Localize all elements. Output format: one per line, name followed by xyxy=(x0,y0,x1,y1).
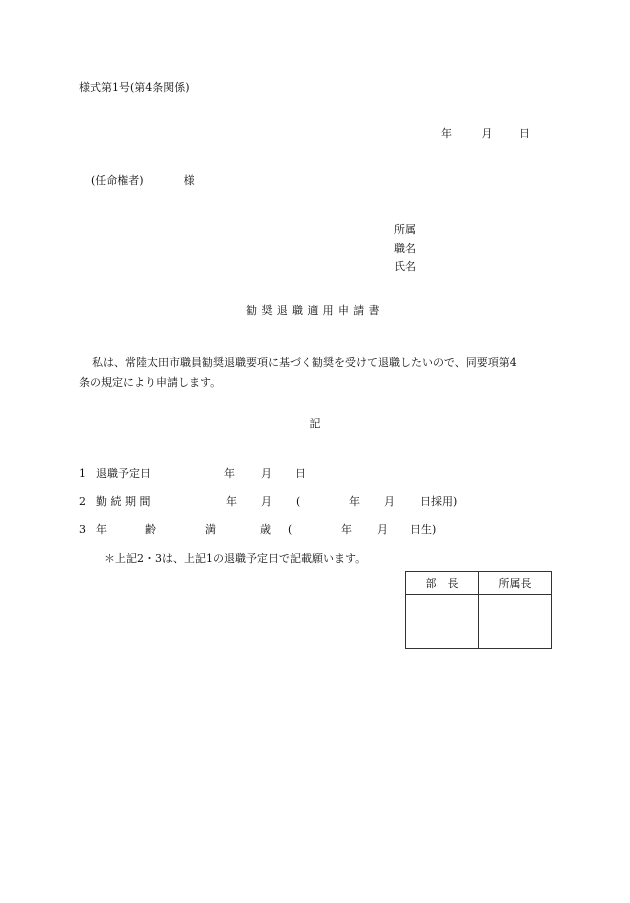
addressee xyxy=(91,175,195,186)
item-from-year: 年 xyxy=(349,495,360,508)
item-birth-day: 日生) xyxy=(410,523,437,536)
approval-col-affiliation-head: 所属長 xyxy=(479,572,552,595)
date-day: 日 xyxy=(519,127,530,140)
date-month: 月 xyxy=(481,127,493,140)
item-birth-month: 月 xyxy=(377,523,388,536)
note: ＊上記2・3は、上記1の退職予定日で記載願います。 xyxy=(104,552,367,565)
item-label: 退職予定日 xyxy=(96,467,151,480)
form-number: 様式第1号(第4条関係) xyxy=(79,81,190,94)
item-number: 1 xyxy=(79,467,86,480)
document-title: 勧奨退職適用申請書 xyxy=(246,304,384,317)
item-number: 2 xyxy=(79,495,86,508)
item-open-paren: ( xyxy=(288,523,293,536)
item-year: 年 xyxy=(224,467,235,480)
date-year: 年 xyxy=(441,127,452,140)
item-label: 勤 続 期 間 xyxy=(96,495,151,508)
approval-col-dept-head: 部 長 xyxy=(406,572,479,595)
item-sai: 歳 xyxy=(260,523,271,536)
applicant-affiliation: 所属 xyxy=(394,223,416,236)
item-man: 満 xyxy=(205,523,216,536)
body-line-2: 条の規定により申請します。 xyxy=(79,376,222,389)
item-birth-year: 年 xyxy=(341,523,352,536)
ki-heading: 記 xyxy=(309,417,321,430)
item-day: 日 xyxy=(295,467,306,480)
applicant-block xyxy=(394,221,416,277)
item-month: 月 xyxy=(261,495,272,508)
applicant-position: 職名 xyxy=(394,241,416,255)
applicant-name: 氏名 xyxy=(394,260,416,273)
item-open-paren: ( xyxy=(296,495,301,508)
approval-stamp-cell xyxy=(406,595,479,649)
item-from-day: 日採用) xyxy=(420,495,458,508)
item-label-a: 年 xyxy=(96,523,107,536)
body-line-1: 私は、常陸太田市職員勧奨退職要項に基づく勧奨を受けて退職したいので、同要項第4 xyxy=(92,356,517,369)
addressee-label: (任命権者) xyxy=(91,174,144,187)
approval-table xyxy=(405,571,552,649)
item-month: 月 xyxy=(261,467,272,480)
item-from-month: 月 xyxy=(384,495,395,508)
approval-stamp-cell xyxy=(479,595,552,649)
item-label-b: 齢 xyxy=(145,523,156,536)
date-line xyxy=(441,128,530,139)
item-number: 3 xyxy=(79,523,86,536)
addressee-honorific: 様 xyxy=(183,174,195,187)
item-year: 年 xyxy=(226,495,237,508)
body-text xyxy=(79,353,549,393)
